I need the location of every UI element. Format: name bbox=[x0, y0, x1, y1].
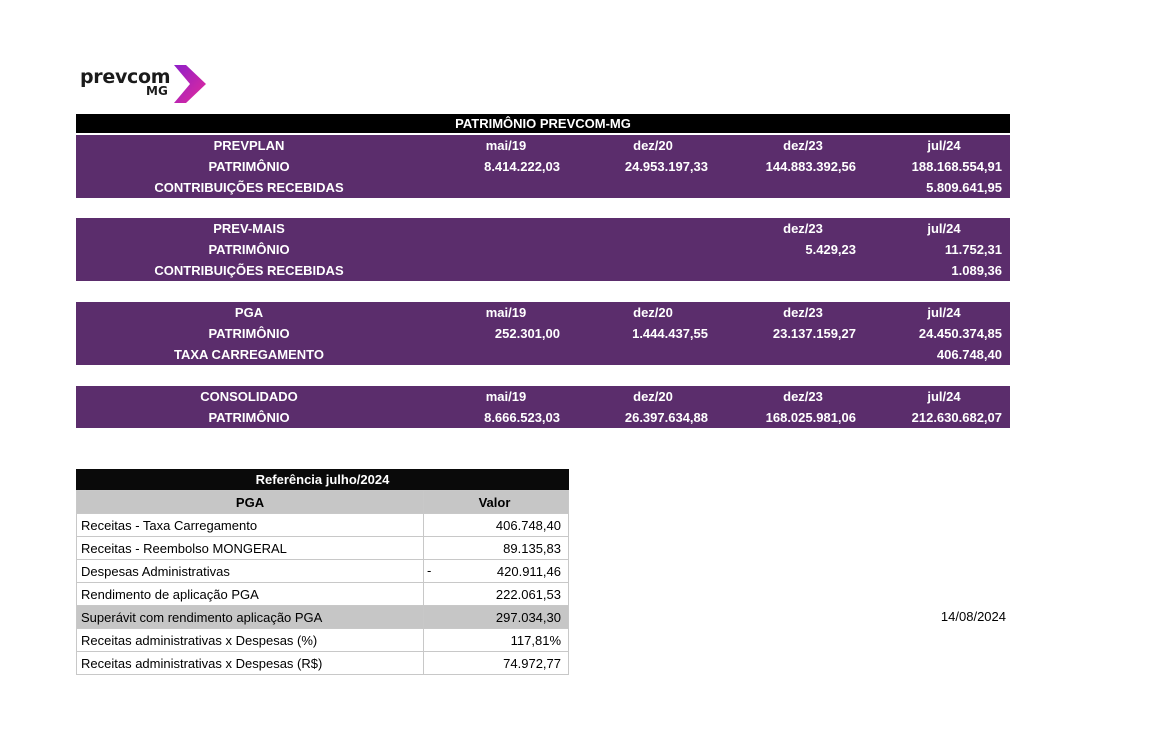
consolidado-patrimonio-2: 26.397.634,88 bbox=[624, 410, 708, 425]
row-label: Receitas - Taxa Carregamento bbox=[77, 514, 424, 537]
row-value: 297.034,30 bbox=[424, 606, 569, 629]
row-value: 420.911,46 bbox=[496, 563, 561, 579]
consolidado-date-4: jul/24 bbox=[927, 389, 961, 404]
reference-table bbox=[76, 490, 569, 675]
row-value: 117,81% bbox=[424, 629, 569, 652]
row-value: 74.972,77 bbox=[424, 652, 569, 675]
row-label: Despesas Administrativas bbox=[77, 560, 424, 583]
prevplan-date-4: jul/24 bbox=[927, 138, 961, 153]
prevmais-patrimonio-label: PATRIMÔNIO bbox=[208, 242, 290, 257]
row-label: Receitas - Reembolso MONGERAL bbox=[77, 537, 424, 560]
logo-chevron-icon bbox=[166, 62, 210, 106]
pga-block bbox=[76, 302, 1010, 365]
row-label: Superávit com rendimento aplicação PGA bbox=[77, 606, 424, 629]
row-value: 222.061,53 bbox=[424, 583, 569, 606]
prevplan-date-1: mai/19 bbox=[485, 138, 527, 153]
reference-title: Referência julho/2024 bbox=[76, 469, 569, 490]
pga-date-2: dez/20 bbox=[633, 305, 673, 320]
row-label: Receitas administrativas x Despesas (%) bbox=[77, 629, 424, 652]
prevmais-block bbox=[76, 218, 1010, 281]
pga-date-3: dez/23 bbox=[783, 305, 823, 320]
report-date: 14/08/2024 bbox=[940, 609, 1006, 624]
prevplan-patrimonio-3: 144.883.392,56 bbox=[765, 159, 856, 174]
pga-patrimonio-2: 1.444.437,55 bbox=[632, 326, 708, 341]
prevplan-patrimonio-row bbox=[76, 156, 1010, 177]
prevplan-block bbox=[76, 135, 1010, 198]
pga-date-4: jul/24 bbox=[927, 305, 961, 320]
consolidado-name: CONSOLIDADO bbox=[200, 389, 298, 404]
consolidado-header-row bbox=[76, 386, 1010, 407]
prevmais-contrib-value: 1.089,36 bbox=[951, 263, 1002, 278]
consolidado-patrimonio-1: 8.666.523,03 bbox=[484, 410, 560, 425]
consolidado-date-3: dez/23 bbox=[783, 389, 823, 404]
pga-taxa-label: TAXA CARREGAMENTO bbox=[174, 347, 324, 362]
consolidado-date-1: mai/19 bbox=[485, 389, 527, 404]
prevmais-contrib-row bbox=[76, 260, 1010, 281]
prevplan-header-row bbox=[76, 135, 1010, 156]
pga-header-row bbox=[76, 302, 1010, 323]
prevplan-name: PREVPLAN bbox=[213, 138, 285, 153]
logo-subtext: MG bbox=[146, 84, 168, 98]
row-value-cell bbox=[424, 560, 569, 583]
row-value: 89.135,83 bbox=[424, 537, 569, 560]
prevmais-patrimonio-1: 5.429,23 bbox=[805, 242, 856, 257]
pga-date-1: mai/19 bbox=[485, 305, 527, 320]
pga-taxa-value: 406.748,40 bbox=[936, 347, 1002, 362]
patrimonio-title: PATRIMÔNIO PREVCOM-MG bbox=[76, 114, 1010, 133]
prevmais-contrib-label: CONTRIBUIÇÕES RECEBIDAS bbox=[154, 263, 344, 278]
pga-patrimonio-3: 23.137.159,27 bbox=[772, 326, 856, 341]
prevmais-header-row bbox=[76, 218, 1010, 239]
consolidado-date-2: dez/20 bbox=[633, 389, 673, 404]
prevmais-name: PREV-MAIS bbox=[213, 221, 285, 236]
table-row bbox=[77, 629, 569, 652]
row-value: 406.748,40 bbox=[424, 514, 569, 537]
consolidado-patrimonio-4: 212.630.682,07 bbox=[911, 410, 1002, 425]
logo-text: prevcom bbox=[80, 66, 171, 88]
prevmais-patrimonio-row bbox=[76, 239, 1010, 260]
pga-patrimonio-1: 252.301,00 bbox=[494, 326, 560, 341]
prevcom-logo bbox=[80, 62, 220, 106]
prevplan-patrimonio-2: 24.953.197,33 bbox=[624, 159, 708, 174]
prevplan-patrimonio-label: PATRIMÔNIO bbox=[208, 159, 290, 174]
prevplan-patrimonio-1: 8.414.222,03 bbox=[484, 159, 560, 174]
prevplan-patrimonio-4: 188.168.554,91 bbox=[911, 159, 1002, 174]
table-row bbox=[77, 652, 569, 675]
prevplan-date-2: dez/20 bbox=[633, 138, 673, 153]
prevplan-contrib-row bbox=[76, 177, 1010, 198]
pga-patrimonio-label: PATRIMÔNIO bbox=[208, 326, 290, 341]
reference-header-value: Valor bbox=[424, 491, 569, 514]
row-label: Receitas administrativas x Despesas (R$) bbox=[77, 652, 424, 675]
table-row bbox=[77, 537, 569, 560]
prevmais-patrimonio-2: 11.752,31 bbox=[944, 242, 1002, 257]
prevplan-contrib-value: 5.809.641,95 bbox=[926, 180, 1002, 195]
pga-patrimonio-row bbox=[76, 323, 1010, 344]
pga-taxa-row bbox=[76, 344, 1010, 365]
pga-patrimonio-4: 24.450.374,85 bbox=[918, 326, 1002, 341]
pga-name: PGA bbox=[234, 305, 264, 320]
prevmais-date-2: jul/24 bbox=[927, 221, 961, 236]
table-row bbox=[77, 514, 569, 537]
reference-header-label: PGA bbox=[77, 491, 424, 514]
negative-sign: - bbox=[427, 563, 432, 578]
table-row bbox=[77, 583, 569, 606]
table-row bbox=[77, 560, 569, 583]
consolidado-block bbox=[76, 386, 1010, 428]
consolidado-patrimonio-label: PATRIMÔNIO bbox=[208, 410, 290, 425]
reference-header-row bbox=[77, 491, 569, 514]
prevmais-date-1: dez/23 bbox=[783, 221, 823, 236]
prevplan-contrib-label: CONTRIBUIÇÕES RECEBIDAS bbox=[154, 180, 344, 195]
prevplan-date-3: dez/23 bbox=[783, 138, 823, 153]
row-label: Rendimento de aplicação PGA bbox=[77, 583, 424, 606]
consolidado-patrimonio-3: 168.025.981,06 bbox=[765, 410, 856, 425]
consolidado-patrimonio-row bbox=[76, 407, 1010, 428]
table-row-highlight bbox=[77, 606, 569, 629]
